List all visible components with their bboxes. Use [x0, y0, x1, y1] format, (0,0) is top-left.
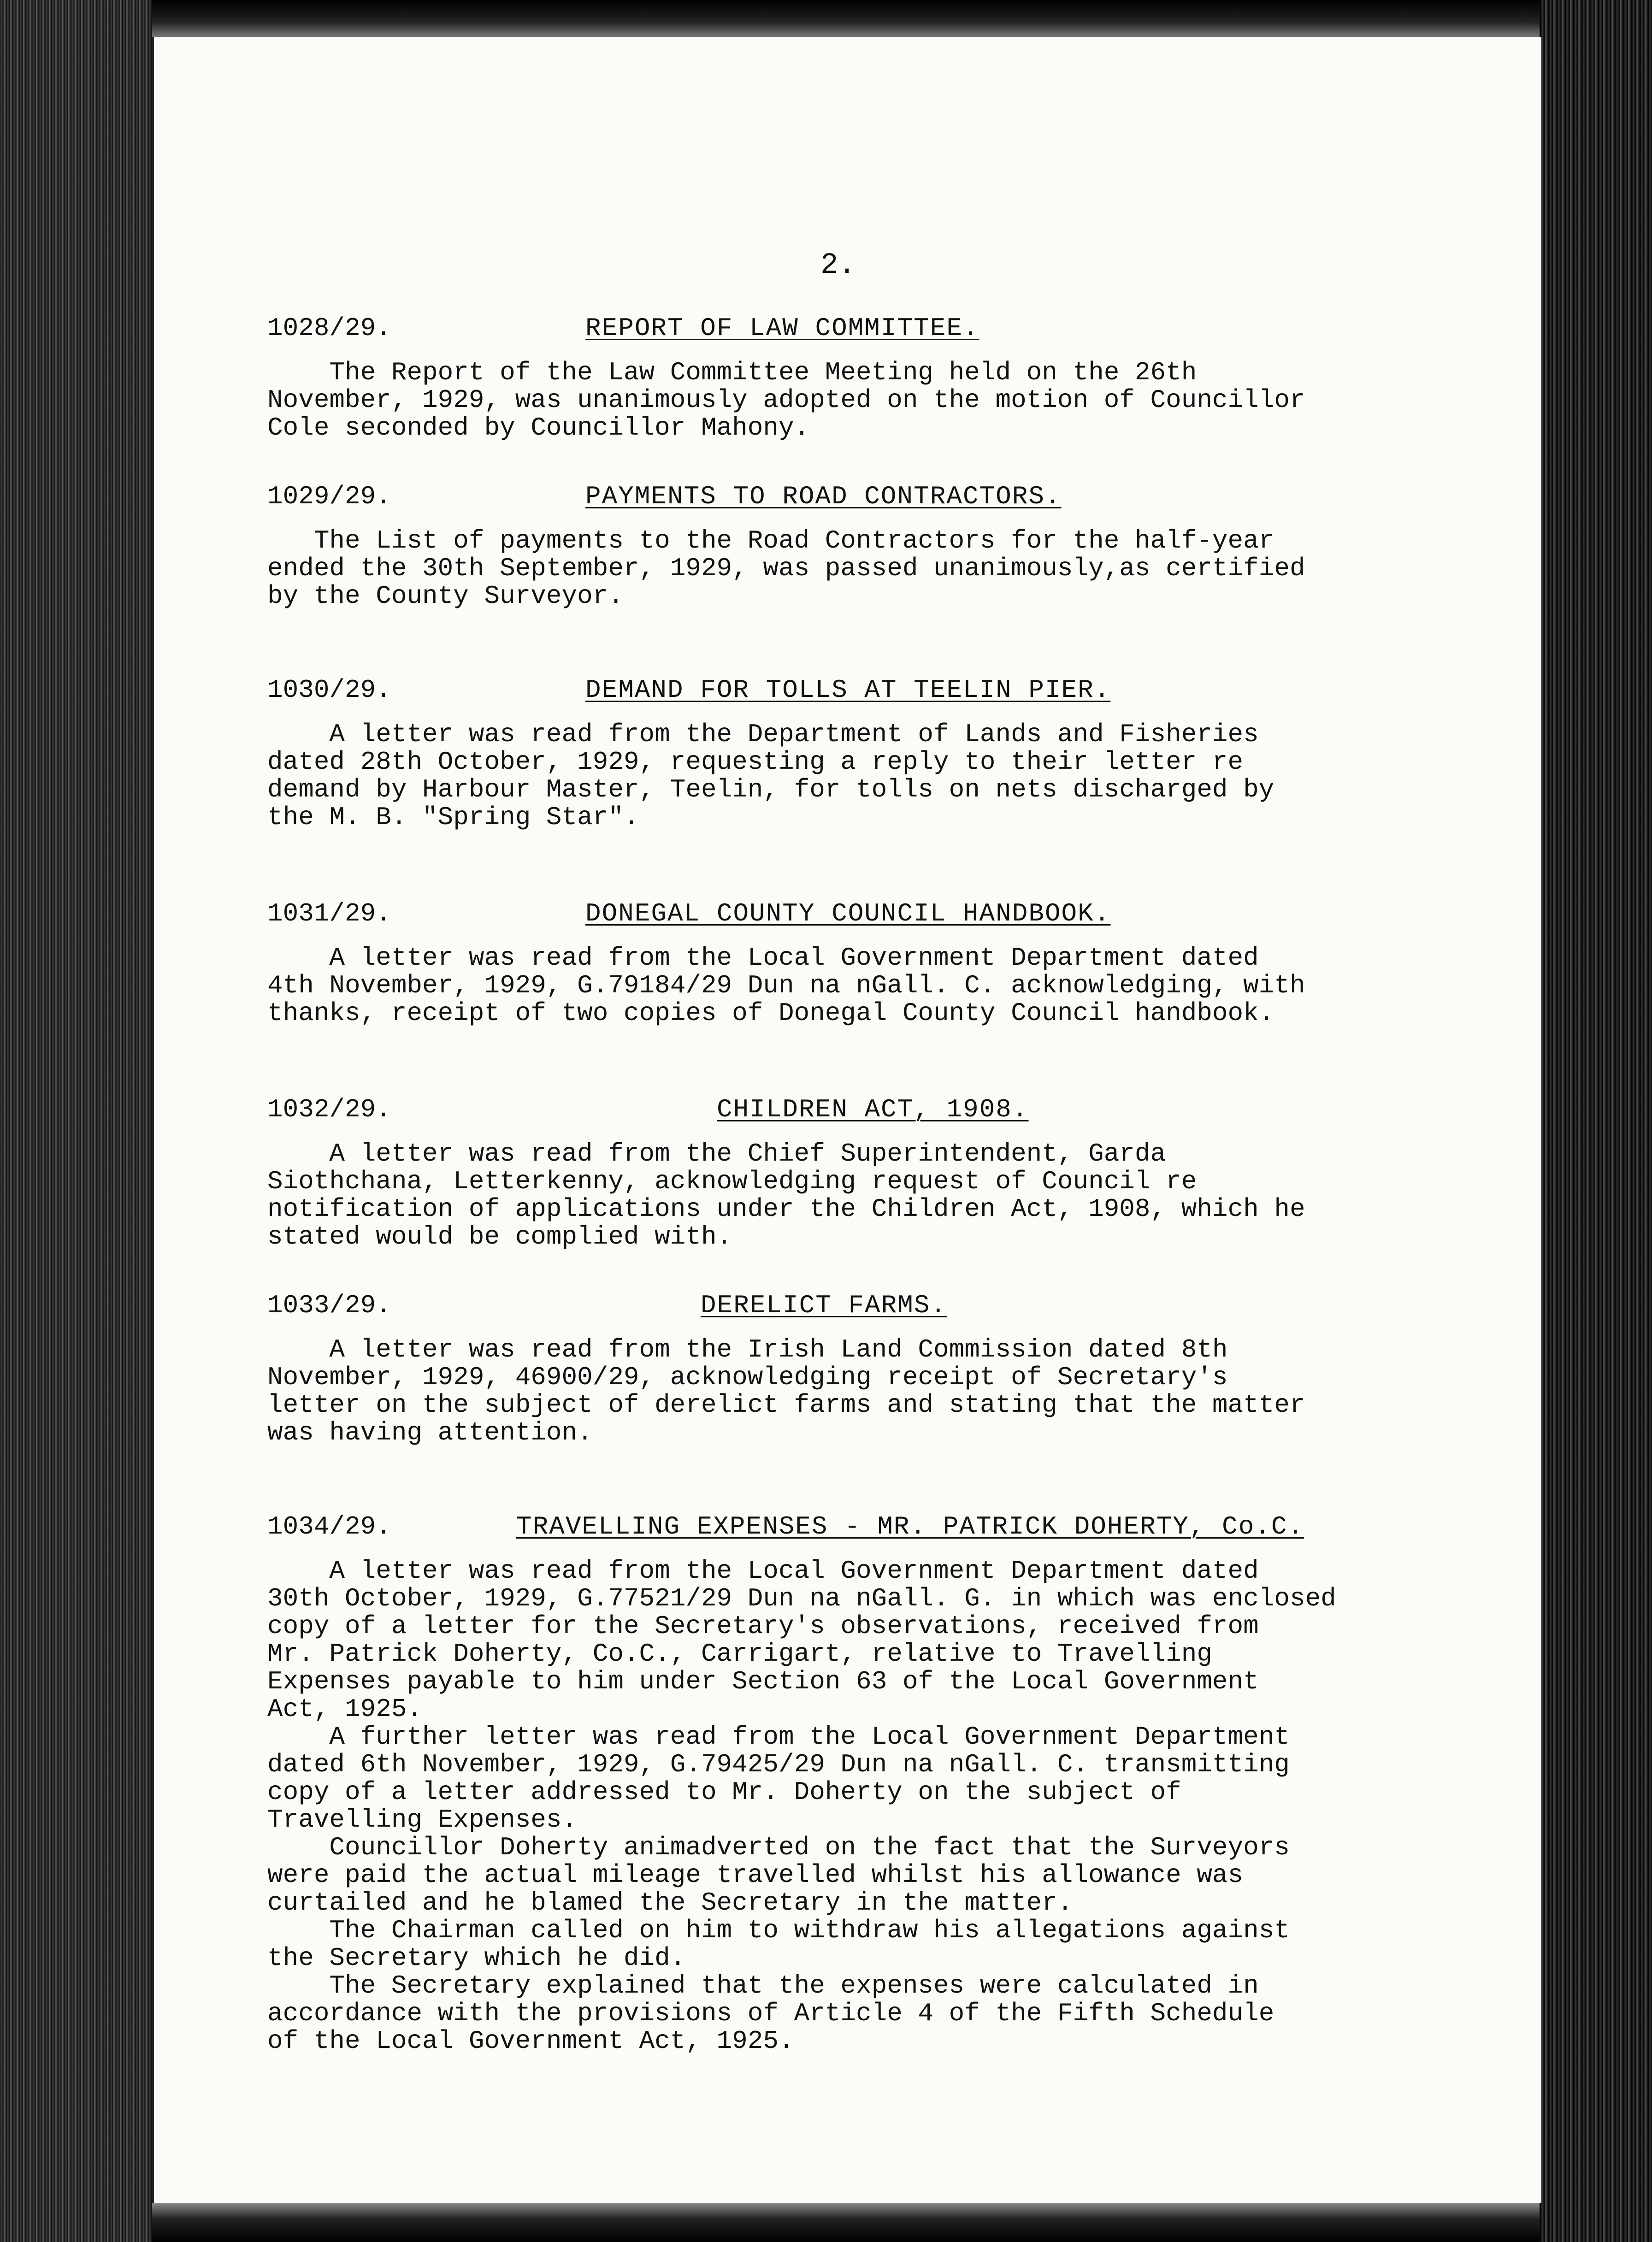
minute-title: REPORT OF LAW COMMITTEE. [585, 313, 979, 343]
minute-paragraph: A further letter was read from the Local Government Department dated 6th November, 1929, G.79425/29 Dun na nGall. C. transmitting copy of a letter addressed to Mr. Doherty on the subject of Travelling Expenses. [267, 1722, 1290, 1835]
minute-item-1031 [267, 899, 1429, 1027]
minute-heading [267, 1291, 1429, 1328]
minute-paragraph: A letter was read from the Department of Lands and Fisheries dated 28th October, 1929, requesting a reply to their letter re demand by Harbour Master, Teelin, for tolls on nets discharged by the M. B. "Spring Star". [267, 720, 1274, 832]
minute-paragraph: The Report of the Law Committee Meeting held on the 26th November, 1929, was unanimously adopted on the motion of Councillor Cole seconded by Councillor Mahony. [267, 358, 1305, 442]
minute-number: 1031/29. [267, 899, 391, 928]
minute-title: CHILDREN ACT, 1908. [717, 1095, 1029, 1124]
minute-title: PAYMENTS TO ROAD CONTRACTORS. [585, 482, 1062, 511]
minute-heading [267, 1095, 1429, 1132]
minute-title: DERELICT FARMS. [701, 1291, 947, 1320]
minute-paragraph: A letter was read from the Chief Superintendent, Garda Siothchana, Letterkenny, acknowledging request of Council re notification of applications under the Children Act, 1908, which he stated would be complied with. [267, 1139, 1305, 1251]
minute-heading [267, 675, 1429, 712]
minute-title: DONEGAL COUNTY COUNCIL HANDBOOK. [585, 899, 1111, 928]
minute-number: 1032/29. [267, 1095, 391, 1124]
minute-heading [267, 313, 1429, 350]
minute-item-1032 [267, 1095, 1429, 1251]
minute-paragraph: Councillor Doherty animadverted on the fact that the Surveyors were paid the actual mileage travelled whilst his allowance was curtailed and he blamed the Secretary in the matter. [267, 1833, 1290, 1918]
minute-number: 1028/29. [267, 313, 391, 343]
minute-title: DEMAND FOR TOLLS AT TEELIN PIER. [585, 675, 1111, 705]
minute-paragraph: The List of payments to the Road Contractors for the half-year ended the 30th September, 1929, was passed unanimously,as certified by the County Surveyor. [267, 526, 1305, 611]
minute-item-1029 [267, 482, 1429, 610]
minute-paragraph: A letter was read from the Local Government Department dated 4th November, 1929, G.79184/29 Dun na nGall. C. acknowledging, with thanks, receipt of two copies of Donegal County Council handbook. [267, 943, 1305, 1028]
minute-number: 1034/29. [267, 1512, 391, 1541]
minute-paragraph: A letter was read from the Irish Land Commission dated 8th November, 1929, 46900/29, acknowledging receipt of Secretary's letter on the subject of derelict farms and stating that the matter was having attention. [267, 1335, 1305, 1447]
minute-heading [267, 899, 1429, 936]
minute-number: 1029/29. [267, 482, 391, 511]
minute-item-1030 [267, 675, 1429, 831]
minute-paragraph: The Secretary explained that the expenses were calculated in accordance with the provisions of Article 4 of the Fifth Schedule of the Local Government Act, 1925. [267, 1971, 1274, 2056]
minute-item-1034 [267, 1512, 1429, 2055]
minute-paragraph: A letter was read from the Local Government Department dated 30th October, 1929, G.77521/29 Dun na nGall. G. in which was enclosed copy of a letter for the Secretary's observations, received from Mr. Patrick Doherty, Co.C., Carrigart, relative to Travelling Expenses payable to him under Section 63 of the Local Government Act, 1925. [267, 1556, 1336, 1724]
minute-paragraph: The Chairman called on him to withdraw his allegations against the Secretary which he did. [267, 1916, 1290, 1973]
page-number: 2. [820, 249, 856, 282]
scan-top-edge [152, 0, 1540, 37]
scan-right-edge [1532, 0, 1652, 2242]
scan-left-edge [0, 0, 166, 2242]
minute-heading [267, 482, 1429, 519]
minute-heading [267, 1512, 1429, 1549]
minute-number: 1030/29. [267, 675, 391, 705]
minute-item-1028 [267, 313, 1429, 442]
minute-number: 1033/29. [267, 1291, 391, 1320]
minute-item-1033 [267, 1291, 1429, 1446]
minute-title: TRAVELLING EXPENSES - MR. PATRICK DOHERTY, Co.C. [516, 1512, 1304, 1541]
scan-bottom-edge [152, 2203, 1540, 2242]
